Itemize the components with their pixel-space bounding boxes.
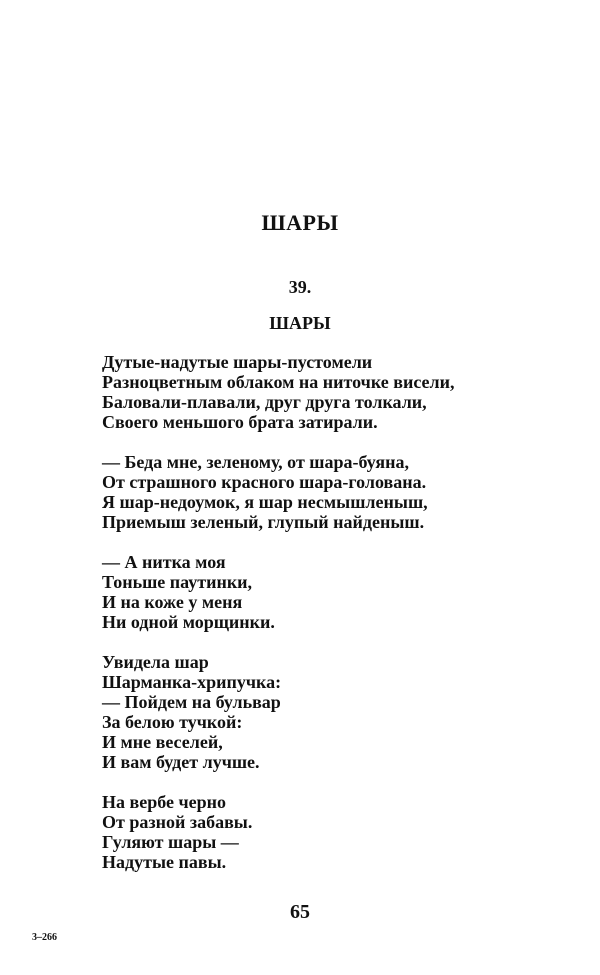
poem-line: И мне веселей, [102,732,223,752]
stanza [102,652,522,772]
poem-body [102,352,522,892]
poem-line: Шарманка-хрипучка: [102,672,282,692]
poem-line: — Пойдем на бульвар [102,692,281,712]
poem-line: На вербе черно [102,792,226,812]
poem-number: 39. [288,277,312,297]
poem-line: Надутые павы. [102,852,227,872]
poem-line: Баловали-плавали, друг друга толкали, [102,392,427,412]
poem-line: Разноцветным облаком на ниточке висели, [102,372,455,392]
poem-line: Я шар-недоумок, я шар несмышленыш, [102,492,428,512]
poem-line: Своего меньшого брата затирали. [102,412,378,432]
stanza [102,552,522,632]
poem-line: Тоньше паутинки, [102,572,253,592]
poem-line: От разной забавы. [102,812,253,832]
poem-line: От страшного красного шара-голована. [102,472,427,492]
poem-line: И вам будет лучше. [102,752,260,772]
poem-title: ШАРЫ [269,313,331,333]
poem-line: — А нитка моя [102,552,226,572]
poem-line: За белою тучкой: [102,712,243,732]
signature-mark: 3–266 [32,932,57,943]
poem-line: Увидела шар [102,652,209,672]
stanza [102,792,522,872]
page-number: 65 [290,901,310,923]
poem-line: Приемыш зеленый, глупый найденыш. [102,512,425,532]
poem-line: Ни одной морщинки. [102,612,275,632]
poem-line: Дутые-надутые шары-пустомели [102,352,373,372]
stanza [102,352,522,432]
poem-line: И на коже у меня [102,592,243,612]
poem-line: — Беда мне, зеленому, от шара-буяна, [102,452,409,472]
poem-line: Гуляют шары — [102,832,239,852]
section-title: ШАРЫ [261,210,339,235]
stanza [102,452,522,532]
